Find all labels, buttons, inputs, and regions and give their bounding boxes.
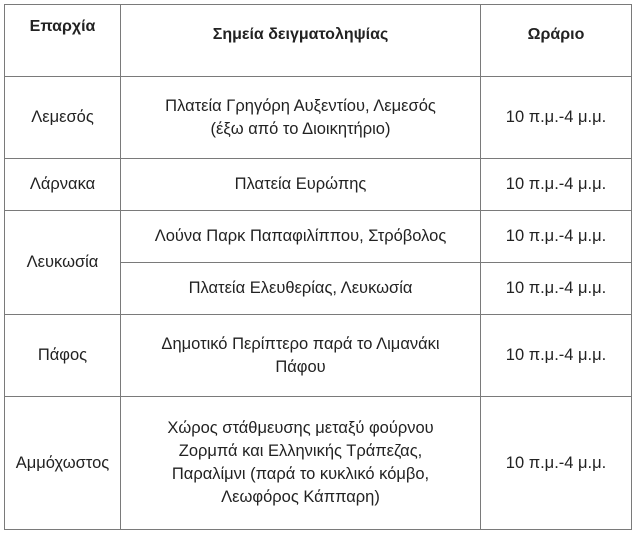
header-hours: Ωράριο <box>481 5 632 77</box>
hours-cell: 10 π.μ.-4 μ.μ. <box>481 211 632 263</box>
sampling-point-line: Πλατεία Ελευθερίας, Λευκωσία <box>188 279 413 297</box>
sampling-point-cell <box>121 211 481 263</box>
region-cell: Αμμόχωστος <box>5 397 121 530</box>
sampling-point-line: Χώρος στάθμευσης μεταξύ φούρνου <box>167 419 434 437</box>
sampling-point-line: Πλατεία Ευρώπης <box>234 175 367 193</box>
region-cell: Λεμεσός <box>5 77 121 159</box>
table-row <box>5 397 632 530</box>
region-cell: Λευκωσία <box>5 211 121 315</box>
sampling-point-line: Παραλίμνι (παρά το κυκλικό κόμβο, <box>171 465 430 483</box>
hours-cell: 10 π.μ.-4 μ.μ. <box>481 315 632 397</box>
sampling-point-cell <box>121 263 481 315</box>
table-row <box>5 315 632 397</box>
table-row <box>5 211 632 263</box>
header-sampling-points: Σημεία δειγματοληψίας <box>121 5 481 77</box>
sampling-point-line: Πάφου <box>275 357 326 376</box>
sampling-point-cell <box>121 315 481 397</box>
sampling-point-line: Λεωφόρος Κάππαρη) <box>221 488 380 506</box>
table-row <box>5 77 632 159</box>
sampling-point-line: Λούνα Παρκ Παπαφιλίππου, Στρόβολος <box>154 227 447 245</box>
sampling-points-table <box>4 4 632 530</box>
hours-cell: 10 π.μ.-4 μ.μ. <box>481 77 632 159</box>
sampling-point-line: (έξω από το Διοικητήριο) <box>210 119 391 138</box>
sampling-point-cell <box>121 159 481 211</box>
region-cell: Λάρνακα <box>5 159 121 211</box>
sampling-point-cell <box>121 397 481 530</box>
hours-cell: 10 π.μ.-4 μ.μ. <box>481 397 632 530</box>
sampling-point-line: Ζορμπά και Ελληνικής Τράπεζας, <box>178 442 423 460</box>
hours-cell: 10 π.μ.-4 μ.μ. <box>481 263 632 315</box>
hours-cell: 10 π.μ.-4 μ.μ. <box>481 159 632 211</box>
header-row <box>5 5 632 77</box>
sampling-point-line: Πλατεία Γρηγόρη Αυξεντίου, Λεμεσός <box>165 96 436 115</box>
region-cell: Πάφος <box>5 315 121 397</box>
sampling-point-line: Δημοτικό Περίπτερο παρά το Λιμανάκι <box>161 334 440 353</box>
header-region: Επαρχία <box>5 5 121 77</box>
table-row <box>5 159 632 211</box>
sampling-point-cell <box>121 77 481 159</box>
